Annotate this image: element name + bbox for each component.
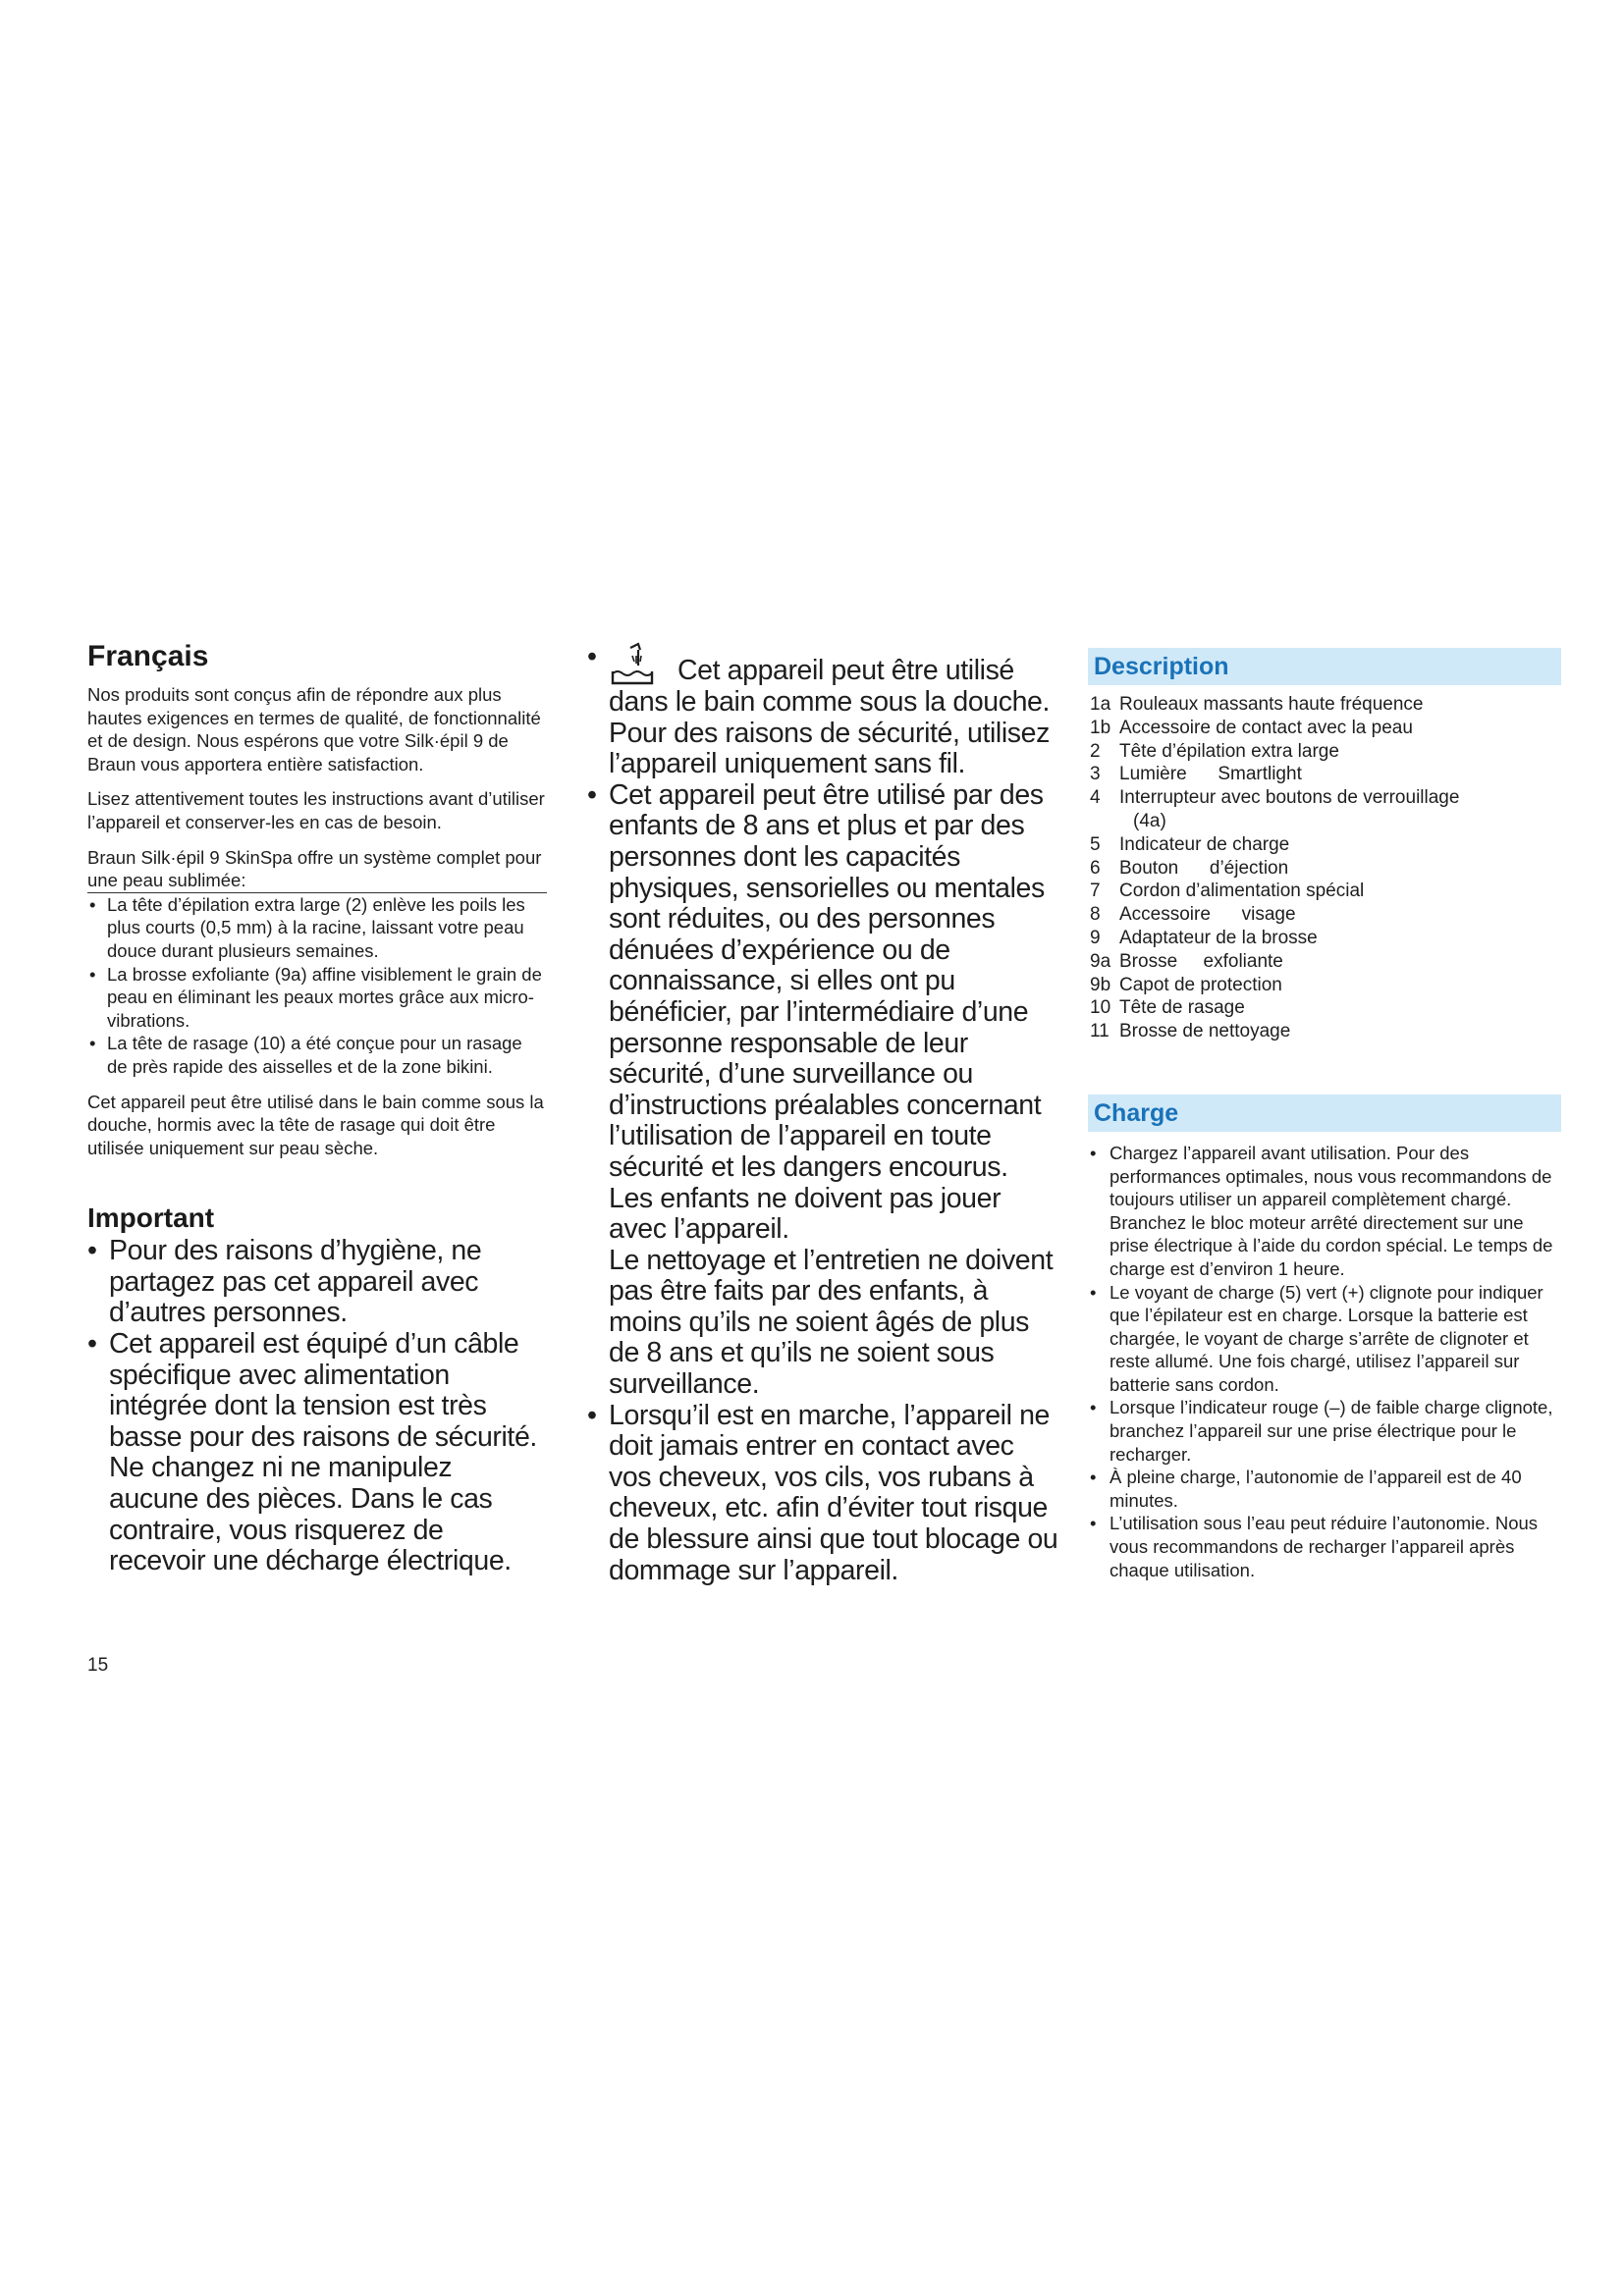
list-item: • Lorsqu’il est en marche, l’appareil ne doit jamais entrer en contact avec vos cheveux, vos cils, vos rubans à cheveux, etc. afin d’éviter tout risque de blessure ainsi que tout blocage ou dommage sur l’appareil. xyxy=(587,1401,1058,1587)
description-item xyxy=(1088,833,1561,857)
item-number: 1a xyxy=(1090,694,1111,715)
item-label: Accessoire de contact avec la peau xyxy=(1119,717,1413,738)
children-item: Cet appareil peut être utilisé par des enfants de 8 ans et plus et par des personnes dont les capacités physiques, sensorielles ou mentales sont réduites, ou des personnes dénuées d’expérience ou de connaissance, si elles ont pu bénéficier, par l’intermédiaire d’une personne responsable de leur sécurité, d’une surveillance ou d’instructions préalables concernant l’utilisation de l’appareil en toute sécurité et les dangers encourus. Les enfants ne doivent pas jouer avec l’appareil. xyxy=(609,778,1045,1246)
item-number: 10 xyxy=(1090,997,1111,1019)
description-item xyxy=(1088,763,1561,786)
description-item xyxy=(1088,996,1561,1020)
safety-list xyxy=(587,780,1058,1586)
charge-heading: Charge xyxy=(1088,1095,1561,1132)
intro-paragraph: Nos produits sont conçus afin de répondre aux plus hautes exigences en termes de qualité, de fonctionnalité et de design. Nous espérons que votre Silk·épil 9 de Braun vous apportera entière satisfaction. xyxy=(87,684,541,774)
item-number: 9a xyxy=(1090,950,1111,972)
item-number: 9 xyxy=(1090,927,1101,948)
system-list xyxy=(87,893,547,1079)
list-item: • Cet appareil est équipé d’un câble spécifique avec alimentation intégrée dont la tension est très basse pour des raisons de sécurité. Ne changez ni ne manipulez aucune des pièces. Dans le cas contraire, vous risquerez de recevoir une décharge électrique. xyxy=(87,1329,547,1577)
item-number: 5 xyxy=(1090,833,1101,855)
item-number: 9b xyxy=(1090,974,1111,995)
list-item: • L’utilisation sous l’eau peut réduire l’autonomie. Nous vous recommandons de recharger l’appareil après chaque utilisation. xyxy=(1088,1512,1561,1581)
important-list xyxy=(87,1236,547,1577)
description-item xyxy=(1088,786,1561,833)
description-item xyxy=(1088,1020,1561,1043)
item-label-continued: (4a) xyxy=(1133,810,1166,831)
description-item xyxy=(1088,740,1561,764)
list-item: • Chargez l’appareil avant utilisation. Pour des performances optimales, nous vous recommandons de toujours utiliser un appareil complètement chargé. Branchez le bloc moteur arrêté directement sur une prise électrique à l’aide du cordon spécial. Le temps de charge est d’environ 1 heure. xyxy=(1088,1142,1561,1281)
item-label: Accessoire visage xyxy=(1119,904,1296,926)
item-number: 6 xyxy=(1090,857,1101,879)
item-label: Brosse exfoliante xyxy=(1119,950,1283,972)
item-number: 4 xyxy=(1090,787,1101,809)
bath-warning-rest: dans le bain comme sous la douche. Pour des raisons de sécurité, utilisez l’appareil uniquement sans fil. xyxy=(609,686,1051,780)
page-number: 15 xyxy=(87,1655,109,1676)
item-number: 8 xyxy=(1090,904,1101,926)
list-item: • La tête d’épilation extra large (2) enlève les poils les plus courts (0,5 mm) à la racine, laissant votre peau douce durant plusieurs semaines. xyxy=(87,893,547,963)
instructions-paragraph: Lisez attentivement toutes les instructions avant d’utiliser l’appareil et conserver-les en cas de besoin. xyxy=(87,788,545,832)
important-heading: Important xyxy=(87,1202,215,1234)
description-item xyxy=(1088,903,1561,927)
item-number: 11 xyxy=(1090,1021,1110,1042)
description-item xyxy=(1088,857,1561,881)
item-label: Bouton d’éjection xyxy=(1119,857,1289,879)
list-item: • La tête de rasage (10) a été conçue pour un rasage de près rapide des aisselles et de la zone bikini. xyxy=(87,1032,547,1078)
description-heading: Description xyxy=(1088,648,1561,685)
list-item: • La brosse exfoliante (9a) affine visiblement le grain de peau en éliminant les peaux mortes grâce aux micro-vibrations. xyxy=(87,963,547,1033)
item-label: Interrupteur avec boutons de verrouillage xyxy=(1119,787,1460,809)
list-item xyxy=(587,780,1058,1401)
description-list xyxy=(1088,693,1561,1043)
item-label: Capot de protection xyxy=(1119,974,1282,995)
item-label: Tête de rasage xyxy=(1119,997,1245,1019)
item-number: 3 xyxy=(1090,764,1101,785)
page-title: Français xyxy=(87,640,209,672)
bath-warning xyxy=(587,642,1058,687)
charge-list xyxy=(1088,1142,1561,1581)
list-item: • À pleine charge, l’autonomie de l’appareil est de 40 minutes. xyxy=(1088,1466,1561,1512)
item-label: Cordon d’alimentation spécial xyxy=(1119,881,1365,902)
item-label: Indicateur de charge xyxy=(1119,833,1290,855)
column-middle xyxy=(587,642,1058,1586)
item-label: Adaptateur de la brosse xyxy=(1119,927,1318,948)
item-number: 2 xyxy=(1090,740,1101,762)
item-label: Brosse de nettoyage xyxy=(1119,1021,1291,1042)
system-heading: Braun Silk·épil 9 SkinSpa offre un système complet pour une peau sublimée: xyxy=(87,846,547,893)
list-item: • Le voyant de charge (5) vert (+) clignote pour indiquer que l’épilateur est en charge. Lorsque la batterie est chargée, le voyant de charge s’arrête de clignoter et reste allumé. Une fois chargé, utilisez l’appareil sur batterie sans cordon. xyxy=(1088,1281,1561,1397)
description-item xyxy=(1088,927,1561,950)
description-item xyxy=(1088,693,1561,717)
bathtub-shower-icon xyxy=(609,642,672,687)
bath-first-line: Cet appareil peut être utilisé xyxy=(677,655,1014,686)
item-number: 1b xyxy=(1090,717,1111,738)
item-label: Tête d’épilation extra large xyxy=(1119,740,1339,762)
list-item: • Pour des raisons d’hygiène, ne partagez pas cet appareil avec d’autres personnes. xyxy=(87,1236,547,1329)
list-item: • Lorsque l’indicateur rouge (–) de faible charge clignote, branchez l’appareil sur une prise électrique pour le recharger. xyxy=(1088,1396,1561,1466)
column-left xyxy=(87,640,547,1577)
description-item xyxy=(1088,950,1561,974)
description-item xyxy=(1088,717,1561,740)
item-number: 7 xyxy=(1090,881,1101,902)
item-label: Rouleaux massants haute fréquence xyxy=(1119,694,1424,715)
cleaning-note: Le nettoyage et l’entretien ne doivent pas être faits par des enfants, à moins qu’ils ne soient âgés de plus de 8 ans et qu’ils ne soient sous surveillance. xyxy=(609,1244,1054,1401)
description-item xyxy=(1088,880,1561,903)
column-right xyxy=(1088,648,1561,1581)
item-label: Lumière Smartlight xyxy=(1119,764,1302,785)
description-item xyxy=(1088,974,1561,997)
bath-note: Cet appareil peut être utilisé dans le bain comme sous la douche, hormis avec la tête de rasage qui doit être utilisée uniquement sur peau sèche. xyxy=(87,1091,544,1158)
